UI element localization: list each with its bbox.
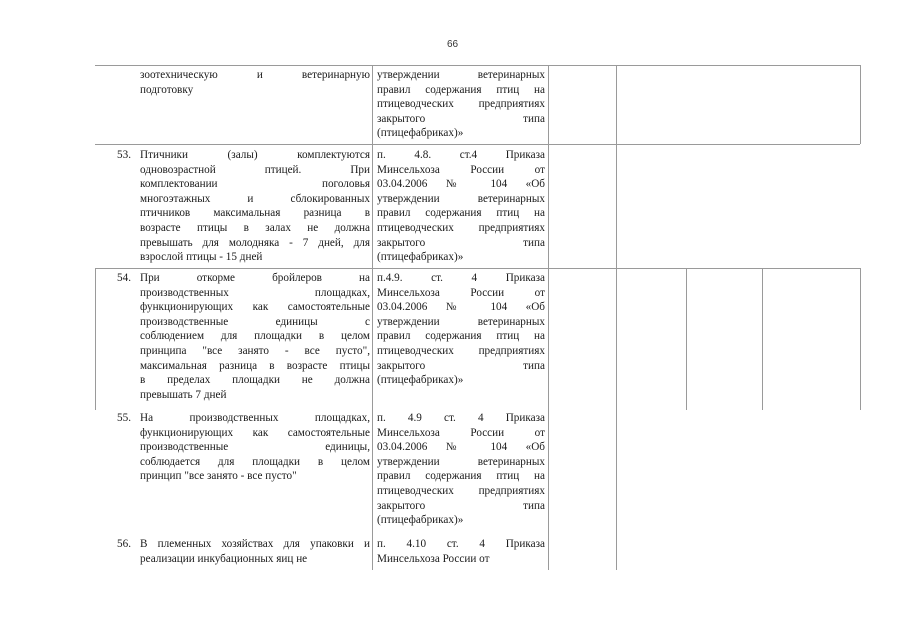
table-border-horizontal bbox=[95, 144, 860, 145]
req-line: комплектовании поголовья bbox=[140, 178, 370, 191]
ref-line: утверждении ветеринарных bbox=[377, 455, 545, 468]
req-line: превышать для молодняка - 7 дней, для bbox=[140, 236, 370, 249]
ref-line: правил содержания птиц на bbox=[377, 330, 545, 343]
table-border-vertical bbox=[860, 268, 861, 410]
req-line: функционирующих как самостоятельные bbox=[140, 426, 370, 439]
table-border-vertical bbox=[548, 65, 549, 570]
ref-line: п.4.9. ст. 4 Приказа bbox=[377, 272, 545, 284]
req-line: превышать 7 дней bbox=[140, 388, 227, 401]
req-line: В племенных хозяйствах для упаковки и bbox=[140, 538, 370, 550]
ref-line: закрытого типа bbox=[377, 236, 545, 249]
ref-line: Минсельхоза России от bbox=[377, 286, 545, 299]
req-line: реализации инкубационных яиц не bbox=[140, 552, 308, 565]
req-line: При откорме бройлеров на bbox=[140, 272, 370, 284]
table-border-vertical bbox=[860, 65, 861, 144]
req-line: зоотехническую и ветеринарную bbox=[140, 69, 370, 81]
row-number: 55. bbox=[117, 412, 131, 424]
req-line: производственные единицы, bbox=[140, 441, 370, 454]
ref-line: правил содержания птиц на bbox=[377, 83, 545, 96]
table-border-vertical bbox=[762, 268, 763, 410]
req-line: многоэтажных и сблокированных bbox=[140, 192, 370, 205]
req-line: принципа "все занято - все пусто", bbox=[140, 345, 370, 357]
ref-line: закрытого типа bbox=[377, 499, 545, 512]
table-border-vertical bbox=[686, 268, 687, 410]
req-line: птичников максимальная разница в bbox=[140, 207, 370, 220]
table-border-horizontal bbox=[95, 65, 860, 66]
ref-line: правил содержания птиц на bbox=[377, 470, 545, 483]
ref-line: правил содержания птиц на bbox=[377, 207, 545, 220]
ref-line: п. 4.10 ст. 4 Приказа bbox=[377, 538, 545, 550]
req-line: соблюдением для площадки в целом bbox=[140, 330, 370, 343]
ref-line: (птицефабриках)» bbox=[377, 127, 464, 140]
table-border-horizontal bbox=[95, 268, 860, 269]
req-line: соблюдается для площадки в целом bbox=[140, 455, 370, 468]
table-border-vertical bbox=[95, 268, 96, 410]
ref-line: птицеводческих предприятиях bbox=[377, 345, 545, 357]
ref-line: птицеводческих предприятиях bbox=[377, 222, 545, 234]
req-line: принцип "все занято - все пусто" bbox=[140, 470, 297, 483]
ref-line: (птицефабриках)» bbox=[377, 514, 464, 527]
req-line: функционирующих как самостоятельные bbox=[140, 301, 370, 314]
table-border-vertical bbox=[372, 65, 373, 570]
ref-line: птицеводческих предприятиях bbox=[377, 485, 545, 497]
ref-line: Минсельхоза России от bbox=[377, 163, 545, 176]
ref-line: закрытого типа bbox=[377, 359, 545, 372]
table-border-vertical bbox=[616, 65, 617, 570]
ref-line: п. 4.9 ст. 4 Приказа bbox=[377, 412, 545, 424]
ref-line: утверждении ветеринарных bbox=[377, 192, 545, 205]
req-line: производственные единицы с bbox=[140, 315, 370, 328]
ref-line: 03.04.2006 № 104 «Об bbox=[377, 178, 545, 191]
req-line: в пределах площадки не должна bbox=[140, 374, 370, 387]
ref-line: 03.04.2006 № 104 «Об bbox=[377, 441, 545, 454]
req-line: производственных площадках, bbox=[140, 286, 370, 299]
ref-line: (птицефабриках)» bbox=[377, 374, 464, 387]
req-line: Птичники (залы) комплектуются bbox=[140, 149, 370, 161]
req-line: одновозрастной птицей. При bbox=[140, 163, 370, 176]
ref-line: птицеводческих предприятиях bbox=[377, 98, 545, 111]
ref-line: п. 4.8. ст.4 Приказа bbox=[377, 149, 545, 161]
req-line: возрасте птицы в залах не должна bbox=[140, 222, 370, 234]
req-line: взрослой птицы - 15 дней bbox=[140, 251, 263, 264]
row-number: 53. bbox=[117, 149, 131, 161]
req-line: подготовку bbox=[140, 83, 194, 96]
ref-line: 03.04.2006 № 104 «Об bbox=[377, 301, 545, 314]
ref-line: закрытого типа bbox=[377, 112, 545, 125]
req-line: На производственных площадках, bbox=[140, 412, 370, 424]
ref-line: утверждении ветеринарных bbox=[377, 315, 545, 328]
row-number: 54. bbox=[117, 272, 131, 284]
page-number: 66 bbox=[446, 39, 459, 50]
ref-line: Минсельхоза России от bbox=[377, 552, 490, 565]
req-line: максимальная разница в возрасте птицы bbox=[140, 359, 370, 372]
row-number: 56. bbox=[117, 538, 131, 550]
ref-line: (птицефабриках)» bbox=[377, 251, 464, 264]
ref-line: утверждении ветеринарных bbox=[377, 69, 545, 81]
ref-line: Минсельхоза России от bbox=[377, 426, 545, 439]
